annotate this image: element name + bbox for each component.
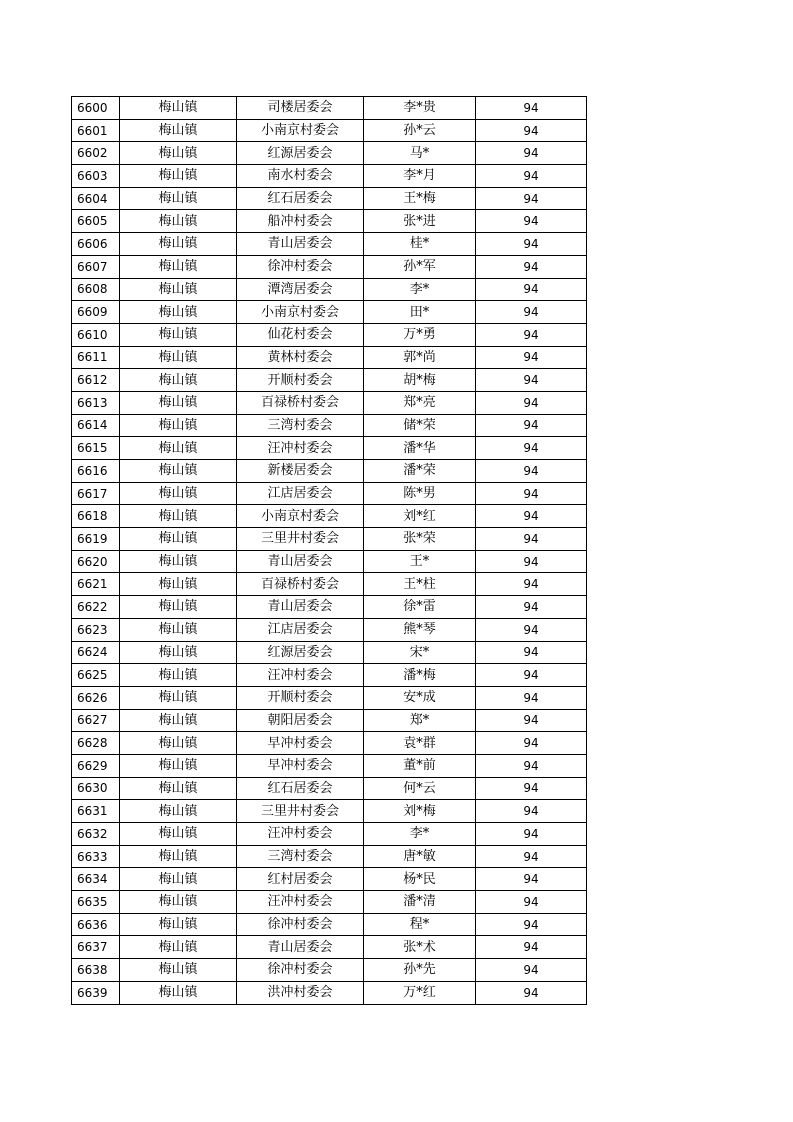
town-cell: 梅山镇 [120,800,237,823]
score-cell: 94 [476,664,587,687]
score-cell: 94 [476,891,587,914]
score-cell: 94 [476,369,587,392]
town-cell: 梅山镇 [120,255,237,278]
committee-cell: 汪冲村委会 [237,437,364,460]
table-row [72,686,587,709]
town-cell: 梅山镇 [120,210,237,233]
town-cell: 梅山镇 [120,391,237,414]
table-row [72,505,587,528]
score-cell: 94 [476,210,587,233]
town-cell: 梅山镇 [120,323,237,346]
row-number-cell: 6617 [72,482,120,505]
score-cell: 94 [476,505,587,528]
table-row [72,119,587,142]
committee-cell: 开顺村委会 [237,369,364,392]
row-number-cell: 6615 [72,437,120,460]
committee-cell: 青山居委会 [237,233,364,256]
town-cell: 梅山镇 [120,913,237,936]
score-cell: 94 [476,414,587,437]
name-cell: 袁*群 [364,732,476,755]
table-row [72,323,587,346]
name-cell: 安*成 [364,686,476,709]
name-cell: 刘*梅 [364,800,476,823]
row-number-cell: 6616 [72,460,120,483]
row-number-cell: 6621 [72,573,120,596]
town-cell: 梅山镇 [120,732,237,755]
committee-cell: 南水村委会 [237,165,364,188]
committee-cell: 青山居委会 [237,596,364,619]
score-cell: 94 [476,913,587,936]
row-number-cell: 6609 [72,301,120,324]
town-cell: 梅山镇 [120,936,237,959]
committee-cell: 红源居委会 [237,142,364,165]
town-cell: 梅山镇 [120,414,237,437]
row-number-cell: 6637 [72,936,120,959]
committee-cell: 红村居委会 [237,868,364,891]
committee-cell: 青山居委会 [237,936,364,959]
score-cell: 94 [476,187,587,210]
committee-cell: 仙花村委会 [237,323,364,346]
town-cell: 梅山镇 [120,686,237,709]
name-cell: 张*荣 [364,528,476,551]
score-cell: 94 [476,142,587,165]
committee-cell: 三里井村委会 [237,528,364,551]
table-row [72,936,587,959]
town-cell: 梅山镇 [120,664,237,687]
table-row [72,709,587,732]
committee-cell: 百禄桥村委会 [237,391,364,414]
name-cell: 唐*敏 [364,845,476,868]
row-number-cell: 6604 [72,187,120,210]
row-number-cell: 6605 [72,210,120,233]
score-cell: 94 [476,346,587,369]
name-cell: 储*荣 [364,414,476,437]
name-cell: 马* [364,142,476,165]
name-cell: 李*月 [364,165,476,188]
row-number-cell: 6635 [72,891,120,914]
row-number-cell: 6610 [72,323,120,346]
table-row [72,97,587,120]
name-cell: 孙*军 [364,255,476,278]
row-number-cell: 6631 [72,800,120,823]
name-cell: 王*梅 [364,187,476,210]
table-row [72,346,587,369]
committee-cell: 船冲村委会 [237,210,364,233]
score-cell: 94 [476,323,587,346]
name-cell: 胡*梅 [364,369,476,392]
row-number-cell: 6619 [72,528,120,551]
town-cell: 梅山镇 [120,460,237,483]
name-cell: 李*贵 [364,97,476,120]
committee-cell: 三里井村委会 [237,800,364,823]
row-number-cell: 6601 [72,119,120,142]
score-cell: 94 [476,777,587,800]
name-cell: 郑*亮 [364,391,476,414]
table-row [72,777,587,800]
town-cell: 梅山镇 [120,596,237,619]
row-number-cell: 6633 [72,845,120,868]
score-cell: 94 [476,800,587,823]
committee-cell: 徐冲村委会 [237,959,364,982]
row-number-cell: 6614 [72,414,120,437]
committee-cell: 汪冲村委会 [237,891,364,914]
table-row [72,233,587,256]
score-cell: 94 [476,97,587,120]
table-row [72,800,587,823]
name-cell: 何*云 [364,777,476,800]
committee-cell: 江店居委会 [237,618,364,641]
row-number-cell: 6630 [72,777,120,800]
score-cell: 94 [476,823,587,846]
town-cell: 梅山镇 [120,346,237,369]
town-cell: 梅山镇 [120,505,237,528]
table-row [72,573,587,596]
table-row [72,959,587,982]
table-row [72,913,587,936]
score-cell: 94 [476,868,587,891]
score-cell: 94 [476,936,587,959]
town-cell: 梅山镇 [120,482,237,505]
row-number-cell: 6624 [72,641,120,664]
committee-cell: 百禄桥村委会 [237,573,364,596]
score-cell: 94 [476,596,587,619]
table-row [72,187,587,210]
name-cell: 潘*华 [364,437,476,460]
name-cell: 张*术 [364,936,476,959]
row-number-cell: 6639 [72,981,120,1004]
score-cell: 94 [476,845,587,868]
committee-cell: 汪冲村委会 [237,823,364,846]
score-cell: 94 [476,550,587,573]
table-row [72,823,587,846]
score-cell: 94 [476,119,587,142]
town-cell: 梅山镇 [120,823,237,846]
score-cell: 94 [476,981,587,1004]
committee-cell: 徐冲村委会 [237,913,364,936]
row-number-cell: 6634 [72,868,120,891]
score-cell: 94 [476,482,587,505]
name-cell: 李* [364,278,476,301]
town-cell: 梅山镇 [120,891,237,914]
name-cell: 刘*红 [364,505,476,528]
score-cell: 94 [476,732,587,755]
score-cell: 94 [476,278,587,301]
row-number-cell: 6638 [72,959,120,982]
town-cell: 梅山镇 [120,97,237,120]
committee-cell: 小南京村委会 [237,119,364,142]
table-row [72,278,587,301]
committee-cell: 潭湾居委会 [237,278,364,301]
table-row [72,732,587,755]
row-number-cell: 6603 [72,165,120,188]
score-cell: 94 [476,437,587,460]
table-row [72,868,587,891]
committee-cell: 小南京村委会 [237,301,364,324]
row-number-cell: 6627 [72,709,120,732]
town-cell: 梅山镇 [120,754,237,777]
town-cell: 梅山镇 [120,868,237,891]
town-cell: 梅山镇 [120,981,237,1004]
table-row [72,482,587,505]
name-cell: 李* [364,823,476,846]
town-cell: 梅山镇 [120,550,237,573]
committee-cell: 红石居委会 [237,777,364,800]
name-cell: 熊*琴 [364,618,476,641]
committee-cell: 早冲村委会 [237,732,364,755]
committee-cell: 徐冲村委会 [237,255,364,278]
name-cell: 张*进 [364,210,476,233]
score-cell: 94 [476,686,587,709]
town-cell: 梅山镇 [120,142,237,165]
table-row [72,142,587,165]
row-number-cell: 6625 [72,664,120,687]
town-cell: 梅山镇 [120,845,237,868]
town-cell: 梅山镇 [120,528,237,551]
row-number-cell: 6626 [72,686,120,709]
town-cell: 梅山镇 [120,777,237,800]
town-cell: 梅山镇 [120,278,237,301]
town-cell: 梅山镇 [120,618,237,641]
row-number-cell: 6623 [72,618,120,641]
table-row [72,391,587,414]
score-cell: 94 [476,754,587,777]
committee-cell: 新楼居委会 [237,460,364,483]
name-cell: 万*勇 [364,323,476,346]
committee-cell: 开顺村委会 [237,686,364,709]
row-number-cell: 6632 [72,823,120,846]
table-row [72,845,587,868]
committee-cell: 三湾村委会 [237,845,364,868]
score-cell: 94 [476,391,587,414]
committee-cell: 红石居委会 [237,187,364,210]
name-cell: 陈*男 [364,482,476,505]
row-number-cell: 6607 [72,255,120,278]
score-cell: 94 [476,460,587,483]
row-number-cell: 6636 [72,913,120,936]
name-cell: 杨*民 [364,868,476,891]
committee-cell: 江店居委会 [237,482,364,505]
committee-cell: 汪冲村委会 [237,664,364,687]
table-row [72,550,587,573]
name-cell: 徐*雷 [364,596,476,619]
name-cell: 孙*先 [364,959,476,982]
name-cell: 王*柱 [364,573,476,596]
table-row [72,255,587,278]
town-cell: 梅山镇 [120,187,237,210]
committee-cell: 早冲村委会 [237,754,364,777]
committee-cell: 司楼居委会 [237,97,364,120]
score-cell: 94 [476,959,587,982]
name-cell: 程* [364,913,476,936]
table-row [72,618,587,641]
table-row [72,891,587,914]
row-number-cell: 6608 [72,278,120,301]
committee-cell: 青山居委会 [237,550,364,573]
committee-cell: 黄林村委会 [237,346,364,369]
committee-cell: 红源居委会 [237,641,364,664]
committee-cell: 三湾村委会 [237,414,364,437]
score-cell: 94 [476,618,587,641]
name-cell: 宋* [364,641,476,664]
table-row [72,437,587,460]
town-cell: 梅山镇 [120,573,237,596]
town-cell: 梅山镇 [120,641,237,664]
committee-cell: 小南京村委会 [237,505,364,528]
town-cell: 梅山镇 [120,369,237,392]
score-cell: 94 [476,255,587,278]
table-row [72,528,587,551]
score-cell: 94 [476,233,587,256]
name-cell: 王* [364,550,476,573]
table-row [72,596,587,619]
row-number-cell: 6612 [72,369,120,392]
town-cell: 梅山镇 [120,437,237,460]
row-number-cell: 6602 [72,142,120,165]
row-number-cell: 6620 [72,550,120,573]
row-number-cell: 6618 [72,505,120,528]
table-body [72,97,587,1005]
town-cell: 梅山镇 [120,165,237,188]
town-cell: 梅山镇 [120,119,237,142]
name-cell: 潘*荣 [364,460,476,483]
row-number-cell: 6629 [72,754,120,777]
name-cell: 桂* [364,233,476,256]
score-cell: 94 [476,301,587,324]
town-cell: 梅山镇 [120,709,237,732]
table-row [72,664,587,687]
name-cell: 潘*梅 [364,664,476,687]
name-cell: 田* [364,301,476,324]
table-row [72,301,587,324]
table-row [72,754,587,777]
name-cell: 郑* [364,709,476,732]
row-number-cell: 6622 [72,596,120,619]
score-cell: 94 [476,573,587,596]
table-row [72,641,587,664]
town-cell: 梅山镇 [120,959,237,982]
name-cell: 郭*尚 [364,346,476,369]
committee-cell: 洪冲村委会 [237,981,364,1004]
town-cell: 梅山镇 [120,233,237,256]
table-row [72,414,587,437]
table-row [72,165,587,188]
table-row [72,210,587,233]
row-number-cell: 6611 [72,346,120,369]
row-number-cell: 6613 [72,391,120,414]
score-cell: 94 [476,641,587,664]
score-cell: 94 [476,528,587,551]
name-cell: 万*红 [364,981,476,1004]
table-row [72,460,587,483]
score-cell: 94 [476,709,587,732]
data-table [71,96,587,1005]
name-cell: 孙*云 [364,119,476,142]
row-number-cell: 6606 [72,233,120,256]
table-row [72,981,587,1004]
table-row [72,369,587,392]
row-number-cell: 6628 [72,732,120,755]
town-cell: 梅山镇 [120,301,237,324]
row-number-cell: 6600 [72,97,120,120]
name-cell: 潘*清 [364,891,476,914]
committee-cell: 朝阳居委会 [237,709,364,732]
name-cell: 董*前 [364,754,476,777]
score-cell: 94 [476,165,587,188]
